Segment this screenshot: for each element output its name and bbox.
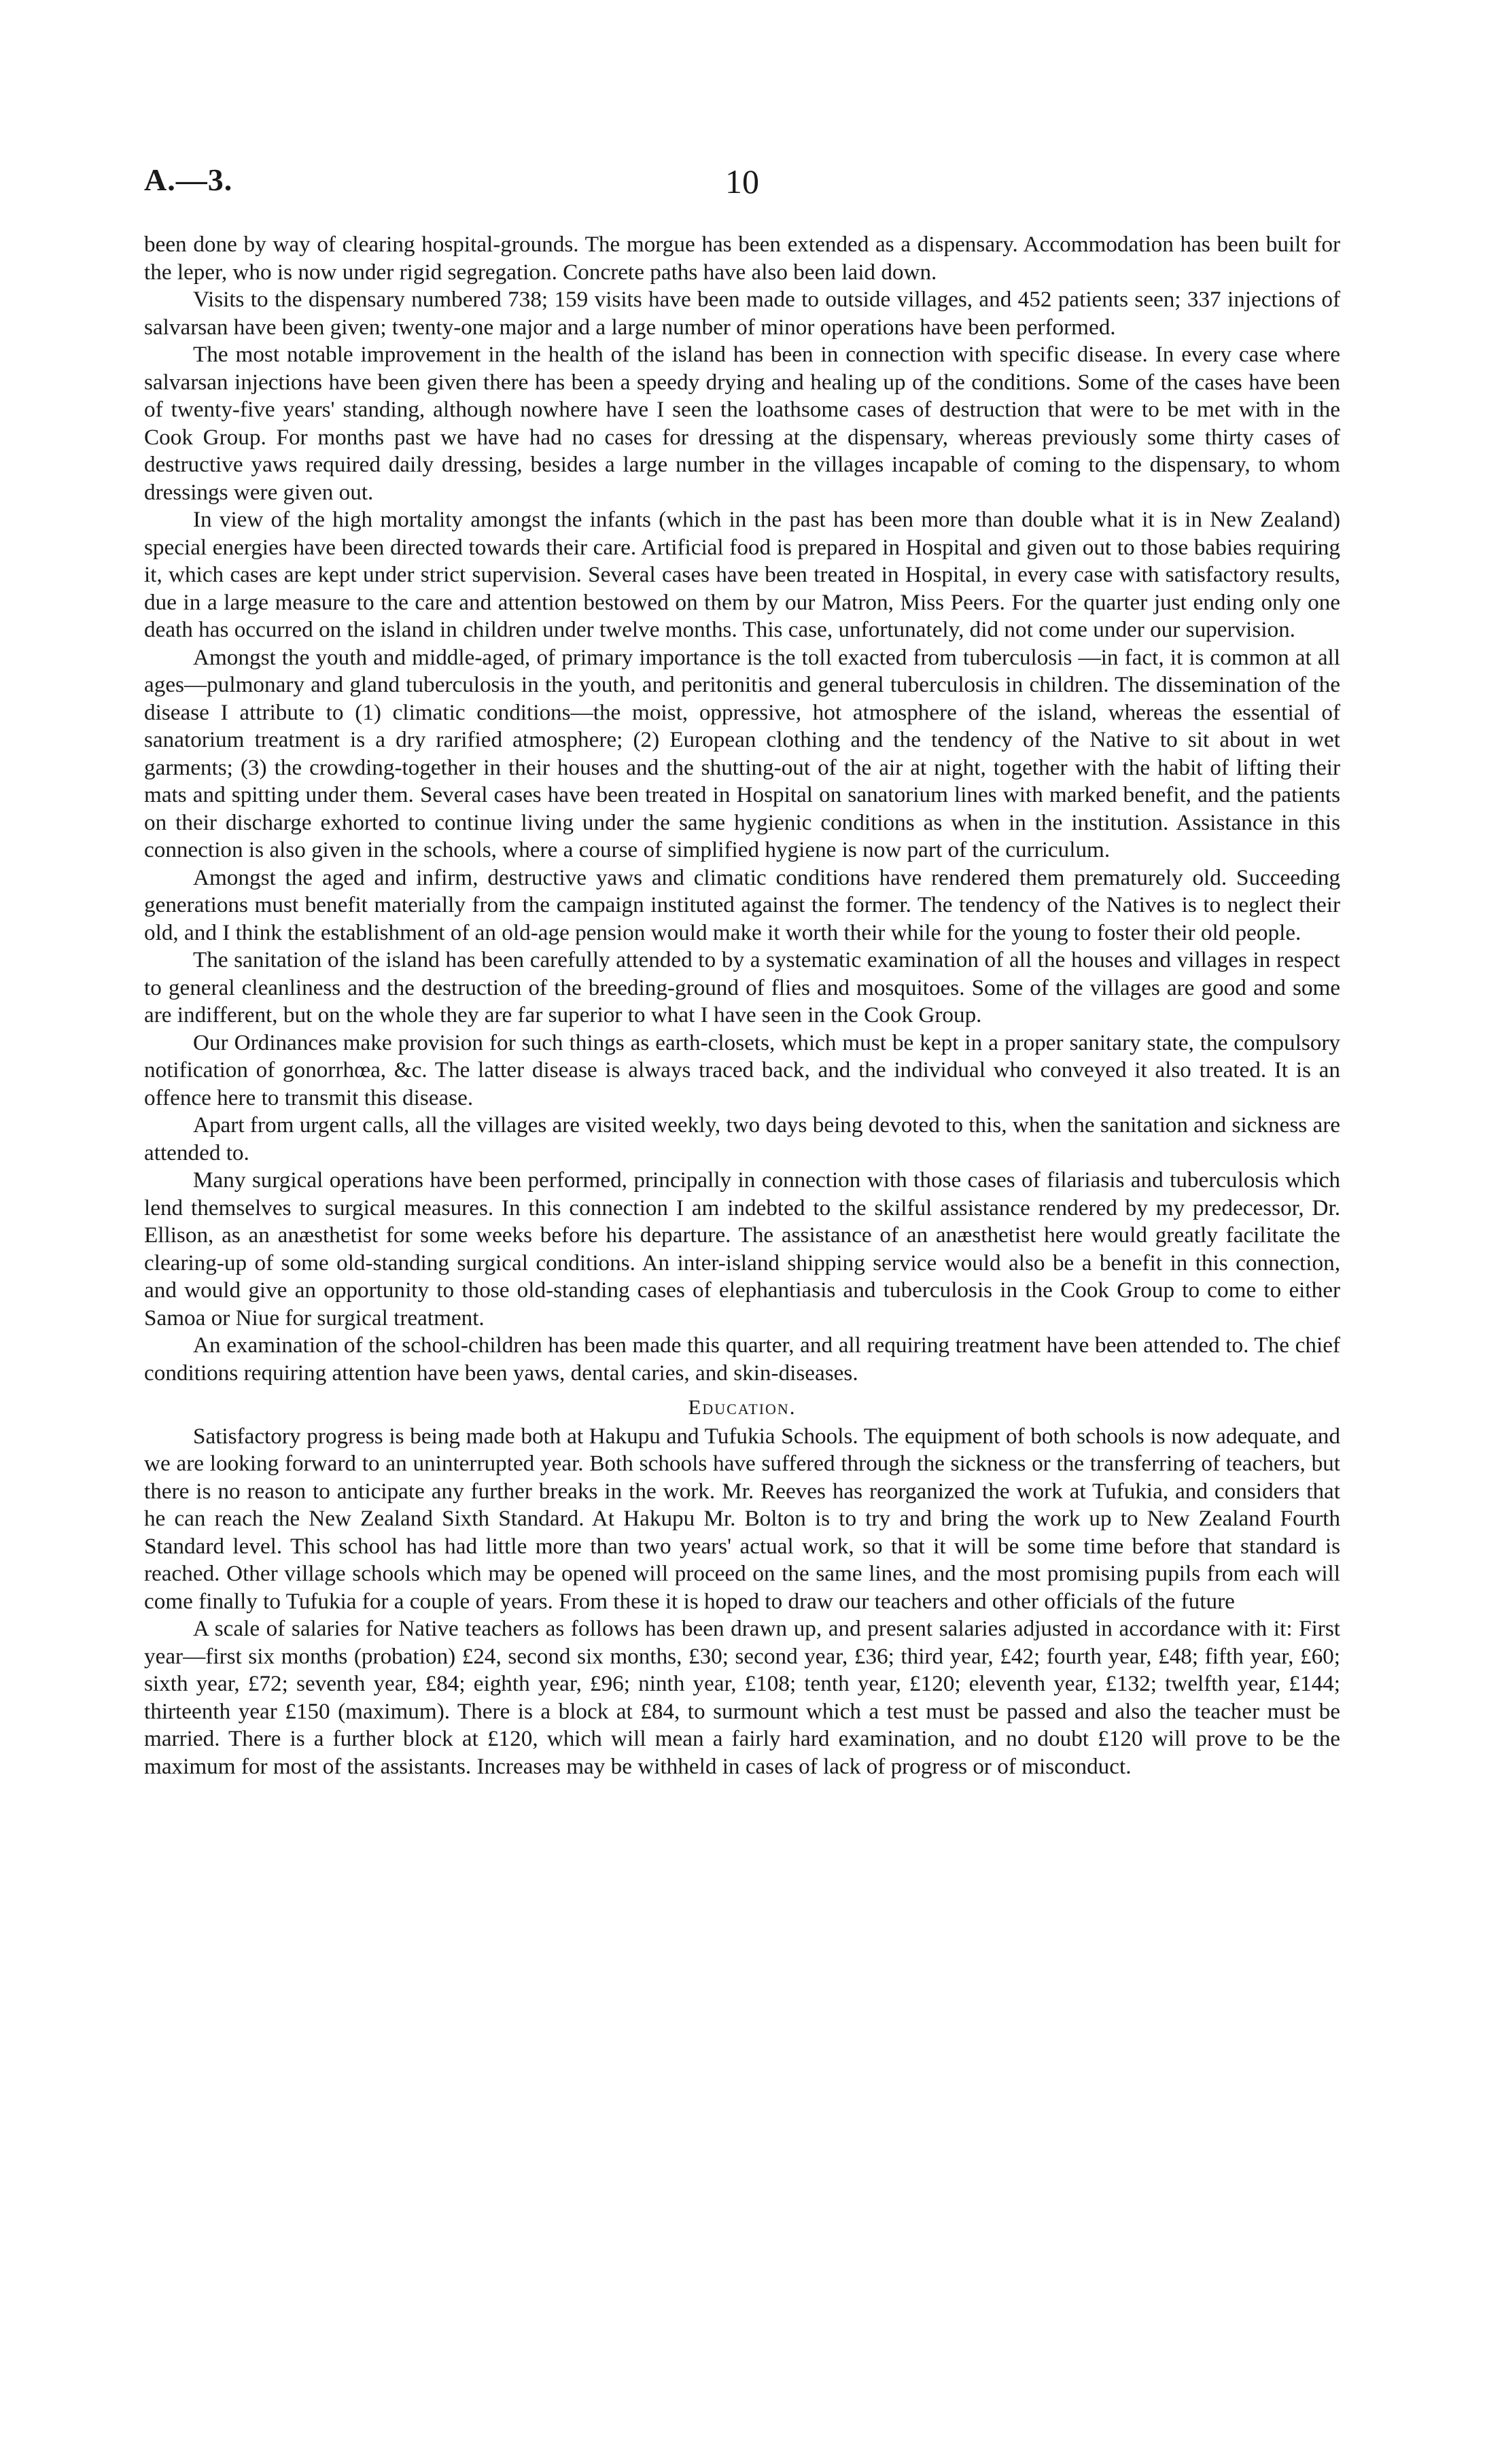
paragraph: A scale of salaries for Native teachers as follows has been drawn up, and present salaries adjusted in accordance with it: First year—first six months (probation) £24, second six months, £30; second year, £36; third year, £42; fourth year, £48; fifth year, £60; sixth year, £72; seventh year, £84; eighth year, £96; ninth year, £108; tenth year, £120; eleventh year, £132; twelfth year, £144; thirteenth year £150 (maximum). There is a block at £84, to surmount which a test must be passed and also the teacher must be married. There is a further block at £120, which will mean a fairly hard examination, and no doubt £120 will prove to be the maximum for most of the assistants. Increases may be withheld in cases of lack of progress or of misconduct. bbox=[144, 1616, 1340, 1779]
paragraph: The most notable improvement in the health of the island has been in connection with specific disease. In every case where salvarsan injections have been given there has been a speedy drying and healing up of the conditions. Some of the cases have been of twenty-five years' standing, although nowhere have I seen the loathsome cases of destruction that were to be met with in the Cook Group. For months past we have had no cases for dressing at the dispensary, whereas previously some thirty cases of destructive yaws required daily dressing, besides a large number in the villages incapable of coming to the dispensary, to whom dressings were given out. bbox=[144, 342, 1340, 505]
paragraph: Our Ordinances make provision for such things as earth-closets, which must be kept in a proper sanitary state, the compulsory notification of gonorrhœa, &c. The latter disease is always traced back, and the individual who conveyed it also treated. It is an offence here to transmit this disease. bbox=[144, 1029, 1340, 1110]
section-heading: Education. bbox=[688, 1395, 797, 1419]
paragraph: In view of the high mortality amongst the infants (which in the past has been more than double what it is in New Zealand) special energies have been directed towards their care. Artificial food is prepared in Hospital and given out to those babies requiring it, which cases are kept under strict supervision. Several cases have been treated in Hospital, in every case with satisfactory results, due in a large measure to the care and attention bestowed on them by our Matron, Miss Peers. For the quarter just ending only one death has occurred on the island in children under twelve months. This case, unfortunately, did not come under our supervision. bbox=[144, 507, 1340, 642]
paragraph: Amongst the youth and middle-aged, of primary importance is the toll exacted from tuberculosis —in fact, it is common at all ages—pulmonary and gland tuberculosis in the youth, and peritonitis and general tuberculosis in children. The dissemination of the disease I attribute to (1) climatic conditions—the moist, oppressive, hot atmosphere of the island, whereas the essential of sanatorium treatment is a dry rarified atmosphere; (2) European clothing and the tendency of the Native to sit about in wet garments; (3) the crowding-together in their houses and the shutting-out of the air at night, together with the habit of lifting their mats and spitting under them. Several cases have been treated in Hospital on sanatorium lines with marked benefit, and the patients on their discharge exhorted to continue living under the same hygienic conditions as when in the institution. Assistance in this connection is also given in the schools, where a course of simplified hygiene is now part of the curriculum. bbox=[144, 644, 1340, 862]
document-body bbox=[144, 231, 1340, 1780]
page-header bbox=[144, 162, 1340, 209]
paragraph: An examination of the school-children has been made this quarter, and all requiring treatment have been attended to. The chief conditions requiring attention have been yaws, dental caries, and skin-diseases. bbox=[144, 1333, 1340, 1386]
paragraph: been done by way of clearing hospital-grounds. The morgue has been extended as a dispensary. Accommodation has been built for the leper, who is now under rigid segregation. Concrete paths have also been laid down. bbox=[144, 232, 1340, 285]
paragraph: Apart from urgent calls, all the villages are visited weekly, two days being devoted to this, when the sanitation and sickness are attended to. bbox=[144, 1112, 1340, 1165]
page-number: 10 bbox=[725, 162, 759, 200]
paragraph: Many surgical operations have been performed, principally in connection with those cases of filariasis and tuberculosis which lend themselves to surgical measures. In this connection I am indebted to the skilful assistance rendered by my predecessor, Dr. Ellison, as an anæsthetist for some weeks before his departure. The assistance of an anæsthetist here would greatly facilitate the clearing-up of some old-standing surgical conditions. An inter-island shipping service would also be a benefit in this connection, and would give an opportunity to those old-standing cases of elephantiasis and tuberculosis in the Cook Group to come to either Samoa or Niue for surgical treatment. bbox=[144, 1167, 1340, 1331]
paragraph: Amongst the aged and infirm, destructive yaws and climatic conditions have rendered them prematurely old. Succeeding generations must benefit materially from the campaign instituted against the former. The tendency of the Natives is to neglect their old, and I think the establishment of an old-age pension would make it worth their while for the young to foster their old people. bbox=[144, 864, 1340, 945]
document-reference: A.—3. bbox=[144, 162, 233, 197]
paragraph: Visits to the dispensary numbered 738; 159 visits have been made to outside villages, and 452 patients seen; 337 injections of salvarsan have been given; twenty-one major and a large number of minor operations have been performed. bbox=[144, 287, 1340, 340]
paragraph: The sanitation of the island has been carefully attended to by a systematic examination of all the houses and villages in respect to general cleanliness and the destruction of the breeding-ground of flies and mosquitoes. Some of the villages are good and some are indifferent, but on the whole they are far superior to what I have seen in the Cook Group. bbox=[144, 947, 1340, 1027]
paragraph: Satisfactory progress is being made both at Hakupu and Tufukia Schools. The equipment of both schools is now adequate, and we are looking forward to an uninterrupted year. Both schools have suffered through the sickness or the transferring of teachers, but there is no reason to anticipate any further breaks in the work. Mr. Reeves has reorganized the work at Tufukia, and considers that he can reach the New Zealand Sixth Standard. At Hakupu Mr. Bolton is to try and bring the work up to New Zealand Fourth Standard level. This school has had little more than two years' actual work, so that it will be some time before that standard is reached. Other village schools which may be opened will proceed on the same lines, and the most promising pupils from each will come finally to Tufukia for a couple of years. From these it is hoped to draw our teachers and other officials of the future bbox=[144, 1423, 1340, 1614]
